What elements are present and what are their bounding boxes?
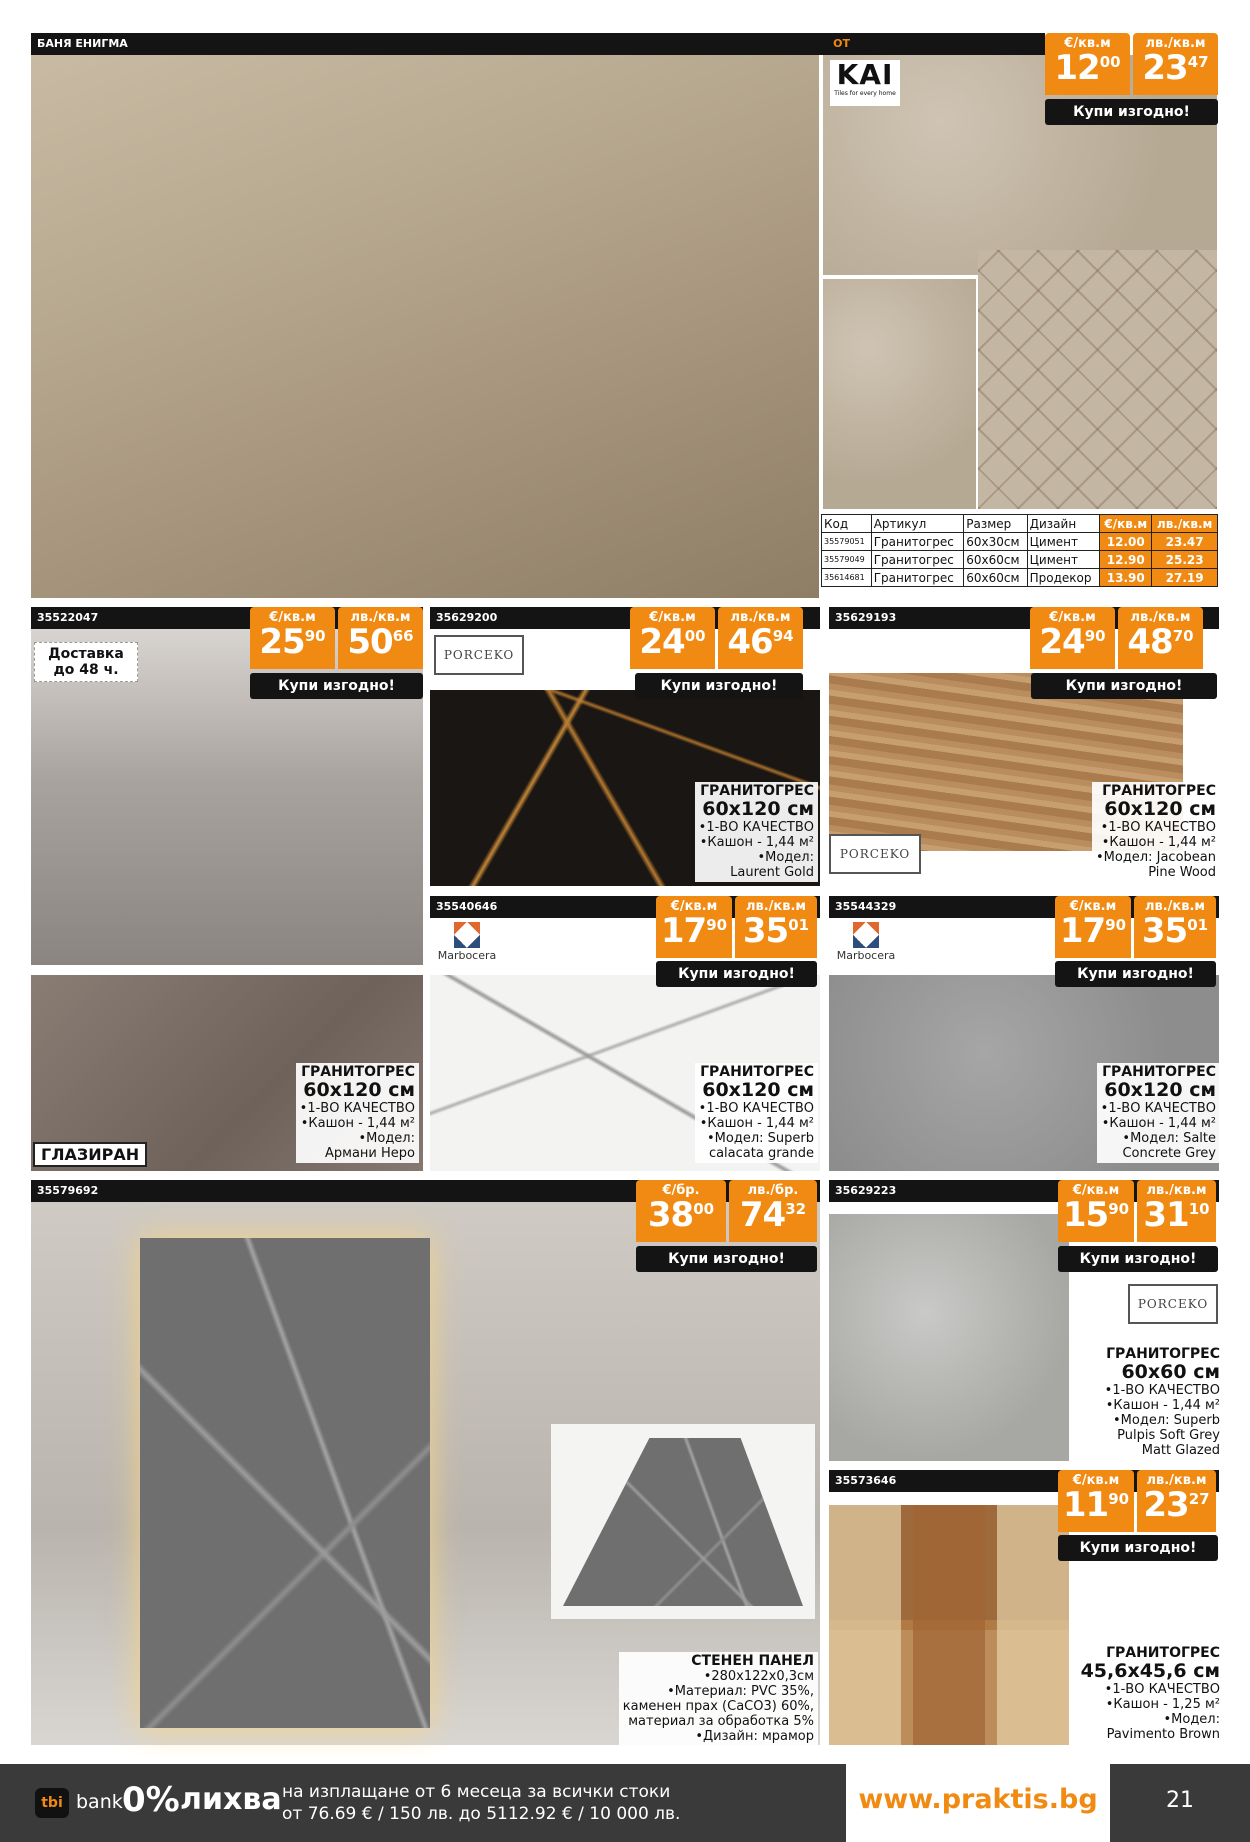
product-model: •Модел: xyxy=(757,850,814,865)
price-int: 48 xyxy=(1127,622,1173,662)
price-int: 11 xyxy=(1062,1485,1109,1525)
spec-table-header xyxy=(822,515,1218,533)
table-cell: 60х60см xyxy=(964,569,1027,587)
porceko-logo xyxy=(1128,1284,1218,1324)
price-unit: €/кв.м xyxy=(1064,36,1111,51)
wall-panel-accent xyxy=(140,1238,430,1728)
spec-header-cell: Артикул xyxy=(871,515,964,533)
price-unit: лв./кв.м xyxy=(1146,1183,1207,1198)
product-model: •Модел: Salte xyxy=(1122,1131,1216,1146)
table-row xyxy=(822,551,1218,569)
product-box: •Кашон - 1,44 м² xyxy=(699,835,814,850)
panel-sample-frame xyxy=(551,1424,815,1619)
price-unit: лв./бр. xyxy=(747,1183,799,1198)
price-lv xyxy=(729,1180,817,1242)
product-type: ГРАНИТОГРЕС xyxy=(301,1064,415,1080)
table-cell: Цимент xyxy=(1027,533,1100,551)
product-code: 35522047 xyxy=(37,611,99,624)
price-dec: 70 xyxy=(1172,627,1194,645)
price-unit: лв./кв.м xyxy=(1144,899,1206,914)
zero-percent: 0% xyxy=(122,1780,180,1820)
table-cell: 60х30см xyxy=(964,533,1027,551)
table-cell: Гранитогрес xyxy=(871,533,964,551)
product-price xyxy=(1058,1180,1216,1242)
product-box: •Кашон - 1,44 м² xyxy=(1101,1116,1216,1131)
price-dec: 90 xyxy=(1084,627,1106,645)
product-description xyxy=(619,1652,818,1746)
product-description xyxy=(296,1063,419,1163)
spec-table xyxy=(821,514,1218,587)
price-dec: 90 xyxy=(304,627,326,645)
product-model-name: Pulpis Soft Grey xyxy=(1117,1428,1220,1443)
price-int: 23 xyxy=(1142,48,1188,88)
product-design: •Дизайн: мрамор xyxy=(695,1729,814,1744)
buy-button[interactable]: Купи изгодно! xyxy=(1031,673,1217,699)
price-int: 17 xyxy=(1059,911,1106,951)
hero-tile-photo-2 xyxy=(823,279,976,509)
price-unit: лв./кв.м xyxy=(1130,610,1191,625)
kai-logo-text: KAI xyxy=(836,58,894,91)
product-code: 35573646 xyxy=(835,1474,897,1487)
table-cell: 35579051 xyxy=(822,533,872,551)
product-photo-tile xyxy=(829,1505,1069,1745)
price-lv xyxy=(735,896,817,958)
table-cell: 60х60см xyxy=(964,551,1027,569)
product-quality: •1-ВО КАЧЕСТВО xyxy=(1104,1383,1220,1398)
product-box: •Кашон - 1,44 м² xyxy=(1101,835,1216,850)
price-eur xyxy=(636,1180,726,1242)
tbi-logo xyxy=(35,1788,69,1818)
product-model-name: Pine Wood xyxy=(1148,865,1216,880)
price-dec: 90 xyxy=(1108,1490,1130,1508)
price-int: 38 xyxy=(647,1195,694,1235)
product-type: ГРАНИТОГРЕС xyxy=(1106,1346,1220,1362)
product-code: 35540646 xyxy=(436,900,498,913)
product-description xyxy=(1092,782,1220,882)
table-row xyxy=(822,533,1218,551)
price-unit: лв./кв.м xyxy=(1146,1473,1207,1488)
price-unit: €/бр. xyxy=(662,1183,700,1198)
product-model-name: Армани Неро xyxy=(325,1146,415,1161)
product-price xyxy=(656,896,817,958)
buy-button[interactable]: Купи изгодно! xyxy=(656,961,817,987)
product-quality: •1-ВО КАЧЕСТВО xyxy=(1104,1682,1220,1697)
porceko-logo-text: PORCEKO xyxy=(1137,1297,1209,1311)
product-size: 60х120 см xyxy=(303,1079,415,1101)
price-lv xyxy=(1137,1470,1216,1532)
product-code: 35579692 xyxy=(37,1184,99,1197)
product-price xyxy=(630,607,803,669)
price-dec: 90 xyxy=(1108,1200,1130,1218)
price-int: 46 xyxy=(727,622,773,662)
product-description xyxy=(695,782,818,882)
price-dec: 90 xyxy=(1105,916,1127,934)
spec-header-cell: лв./кв.м xyxy=(1152,515,1218,533)
price-int: 24 xyxy=(1039,622,1085,662)
hero-buy-button[interactable]: Купи изгодно! xyxy=(1045,99,1218,125)
price-int: 25 xyxy=(259,622,305,662)
product-box: •Кашон - 1,44 м² xyxy=(1105,1398,1220,1413)
marbocera-logo xyxy=(831,920,901,970)
product-material-3: материал за обработка 5% xyxy=(628,1714,814,1729)
product-price xyxy=(1055,896,1216,958)
price-unit: лв./кв.м xyxy=(730,610,791,625)
product-type: ГРАНИТОГРЕС xyxy=(1106,1645,1220,1661)
marbocera-logo-text: Marbocera xyxy=(836,949,896,962)
table-cell: 27.19 xyxy=(1152,569,1218,587)
porceko-logo xyxy=(829,834,921,874)
price-eur xyxy=(630,607,715,669)
price-dec: 00 xyxy=(684,627,706,645)
buy-button[interactable]: Купи изгодно! xyxy=(1055,961,1216,987)
price-unit: лв./кв.м xyxy=(350,610,411,625)
panel-sample-photo xyxy=(563,1438,803,1606)
product-type: СТЕНЕН ПАНЕЛ xyxy=(691,1653,814,1669)
price-dec: 00 xyxy=(1099,53,1121,71)
installment-line-2: от 76.69 € / 150 лв. до 5112.92 € / 10 000 лв. xyxy=(282,1804,681,1824)
product-model-finish: Matt Glazed xyxy=(1141,1443,1220,1458)
product-size: •280х122х0,3см xyxy=(703,1669,814,1684)
hero-title: БАНЯ ЕНИГМА xyxy=(37,37,128,50)
price-eur xyxy=(1055,896,1131,958)
product-box: •Кашон - 1,25 м² xyxy=(1105,1697,1220,1712)
delivery-badge-text: Доставка до 48 ч. xyxy=(48,646,124,678)
product-description xyxy=(695,1063,818,1163)
product-type: ГРАНИТОГРЕС xyxy=(1102,1064,1216,1080)
table-cell: 12.00 xyxy=(1100,533,1152,551)
buy-button[interactable]: Купи изгодно! xyxy=(250,673,423,699)
price-dec: 27 xyxy=(1188,1490,1210,1508)
price-eur xyxy=(1058,1180,1134,1242)
marbocera-logo xyxy=(432,920,502,970)
price-int: 50 xyxy=(347,622,393,662)
price-dec: 01 xyxy=(788,916,810,934)
kai-logo xyxy=(830,60,900,106)
marbocera-logo-text: Marbocera xyxy=(437,949,497,962)
product-type: ГРАНИТОГРЕС xyxy=(700,1064,814,1080)
product-type: ГРАНИТОГРЕС xyxy=(700,783,814,799)
product-size: 60х60 см xyxy=(1121,1361,1220,1383)
buy-button[interactable]: Купи изгодно! xyxy=(635,673,803,699)
product-model: •Модел: xyxy=(1163,1712,1220,1727)
product-price xyxy=(636,1180,817,1242)
product-price xyxy=(1030,607,1203,669)
product-material: •Материал: PVC 35%, xyxy=(667,1684,814,1699)
price-lv xyxy=(1134,896,1216,958)
table-cell: Гранитогрес xyxy=(871,569,964,587)
price-lv xyxy=(1118,607,1203,669)
product-description xyxy=(1097,1063,1220,1163)
price-unit: €/кв.м xyxy=(670,899,718,914)
porceko-logo-text: PORCEKO xyxy=(443,648,515,662)
price-int: 24 xyxy=(639,622,685,662)
product-size: 45,6х45,6 см xyxy=(1080,1660,1220,1682)
product-price xyxy=(1058,1470,1216,1532)
product-quality: •1-ВО КАЧЕСТВО xyxy=(1100,820,1216,835)
price-unit: лв./кв.м xyxy=(745,899,807,914)
product-description xyxy=(1081,1646,1220,1742)
product-model-name: Laurent Gold xyxy=(730,865,814,880)
price-int: 17 xyxy=(660,911,707,951)
table-cell: 12.90 xyxy=(1100,551,1152,569)
buy-button[interactable]: Купи изгодно! xyxy=(636,1246,817,1272)
price-unit: лв./кв.м xyxy=(1145,36,1206,51)
table-cell: 35579049 xyxy=(822,551,872,569)
price-unit: €/кв.м xyxy=(1072,1473,1120,1488)
price-int: 35 xyxy=(1141,911,1188,951)
delivery-badge xyxy=(34,642,138,682)
installment-line-1: на изплащане от 6 месеца за всички стоки xyxy=(282,1782,671,1802)
marbocera-mark-icon xyxy=(454,922,480,948)
product-type: ГРАНИТОГРЕС xyxy=(1102,783,1216,799)
product-model-name: Pavimento Brown xyxy=(1106,1727,1220,1742)
kai-tagline: Tiles for every home xyxy=(834,90,896,97)
hero-price-eur xyxy=(1045,33,1130,95)
product-size: 60х120 см xyxy=(702,798,814,820)
glazed-tag xyxy=(33,1142,147,1167)
price-lv xyxy=(718,607,803,669)
price-int: 35 xyxy=(742,911,789,951)
product-size: 60х120 см xyxy=(1104,1079,1216,1101)
spec-header-cell: Код xyxy=(822,515,872,533)
page-number: 21 xyxy=(1166,1788,1194,1813)
buy-button[interactable]: Купи изгодно! xyxy=(1058,1535,1218,1561)
product-quality: •1-ВО КАЧЕСТВО xyxy=(698,820,814,835)
table-cell: Гранитогрес xyxy=(871,551,964,569)
price-unit: €/кв.м xyxy=(649,610,696,625)
product-photo-tile xyxy=(829,1214,1069,1461)
product-model: •Модел: xyxy=(358,1131,415,1146)
price-lv xyxy=(338,607,423,669)
price-dec: 00 xyxy=(693,1200,715,1218)
product-material-2: каменен прах (CaCO3) 60%, xyxy=(622,1699,814,1714)
product-code: 35629193 xyxy=(835,611,897,624)
product-box: •Кашон - 1,44 м² xyxy=(300,1116,415,1131)
tbi-logo-text: tbi xyxy=(41,1795,63,1811)
table-cell: 25.23 xyxy=(1152,551,1218,569)
price-unit: €/кв.м xyxy=(269,610,316,625)
hero-bathroom-photo xyxy=(31,55,819,598)
porceko-logo-text: PORCEKO xyxy=(839,847,911,861)
price-int: 12 xyxy=(1054,48,1100,88)
product-code: 35544329 xyxy=(835,900,897,913)
porceko-logo xyxy=(434,635,524,675)
price-dec: 90 xyxy=(706,916,728,934)
website-link[interactable]: www.praktis.bg xyxy=(858,1784,1098,1815)
price-dec: 32 xyxy=(785,1200,807,1218)
from-label: ОТ xyxy=(833,37,850,50)
price-dec: 01 xyxy=(1187,916,1209,934)
glazed-tag-text: ГЛАЗИРАН xyxy=(41,1145,140,1164)
table-cell: Продекор xyxy=(1027,569,1100,587)
table-row xyxy=(822,569,1218,587)
product-model: •Модел: Superb xyxy=(1113,1413,1220,1428)
product-model-name: calacata grande xyxy=(708,1146,814,1161)
price-eur xyxy=(1058,1470,1134,1532)
buy-button[interactable]: Купи изгодно! xyxy=(1058,1246,1218,1272)
hero-header xyxy=(31,33,1045,55)
product-model-name: Concrete Grey xyxy=(1122,1146,1216,1161)
price-dec: 94 xyxy=(772,627,794,645)
product-quality: •1-ВО КАЧЕСТВО xyxy=(1100,1101,1216,1116)
price-eur xyxy=(1030,607,1115,669)
product-code: 35629223 xyxy=(835,1184,897,1197)
table-cell: 35614681 xyxy=(822,569,872,587)
price-eur xyxy=(250,607,335,669)
product-quality: •1-ВО КАЧЕСТВО xyxy=(698,1101,814,1116)
table-cell: 23.47 xyxy=(1152,533,1218,551)
price-dec: 47 xyxy=(1187,53,1209,71)
spec-header-cell: Дизайн xyxy=(1027,515,1100,533)
footer xyxy=(0,1764,1250,1842)
product-description xyxy=(1105,1347,1220,1458)
hero-deco-tile-photo xyxy=(978,250,1217,509)
price-unit: €/кв.м xyxy=(1069,899,1117,914)
price-int: 31 xyxy=(1143,1195,1189,1235)
product-size: 60х120 см xyxy=(1104,798,1216,820)
price-dec: 10 xyxy=(1188,1200,1210,1218)
hero-price-lv xyxy=(1133,33,1218,95)
product-model: •Модел: Superb xyxy=(707,1131,814,1146)
product-model: •Модел: Jacobean xyxy=(1095,850,1216,865)
product-price xyxy=(250,607,423,669)
spec-header-cell: €/кв.м xyxy=(1100,515,1152,533)
price-lv xyxy=(1137,1180,1216,1242)
product-box: •Кашон - 1,44 м² xyxy=(699,1116,814,1131)
price-eur xyxy=(656,896,732,958)
price-unit: €/кв.м xyxy=(1072,1183,1120,1198)
product-size: 60х120 см xyxy=(702,1079,814,1101)
spec-header-cell: Размер xyxy=(964,515,1027,533)
interest-word: лихва xyxy=(180,1782,282,1817)
price-int: 15 xyxy=(1062,1195,1109,1235)
table-cell: 13.90 xyxy=(1100,569,1152,587)
bank-word: bank xyxy=(76,1791,123,1813)
hero-price xyxy=(1045,33,1218,95)
product-quality: •1-ВО КАЧЕСТВО xyxy=(299,1101,415,1116)
price-dec: 66 xyxy=(392,627,414,645)
price-unit: €/кв.м xyxy=(1049,610,1096,625)
marbocera-mark-icon xyxy=(853,922,879,948)
price-int: 74 xyxy=(739,1195,786,1235)
table-cell: Цимент xyxy=(1027,551,1100,569)
product-code: 35629200 xyxy=(436,611,498,624)
price-int: 23 xyxy=(1143,1485,1189,1525)
